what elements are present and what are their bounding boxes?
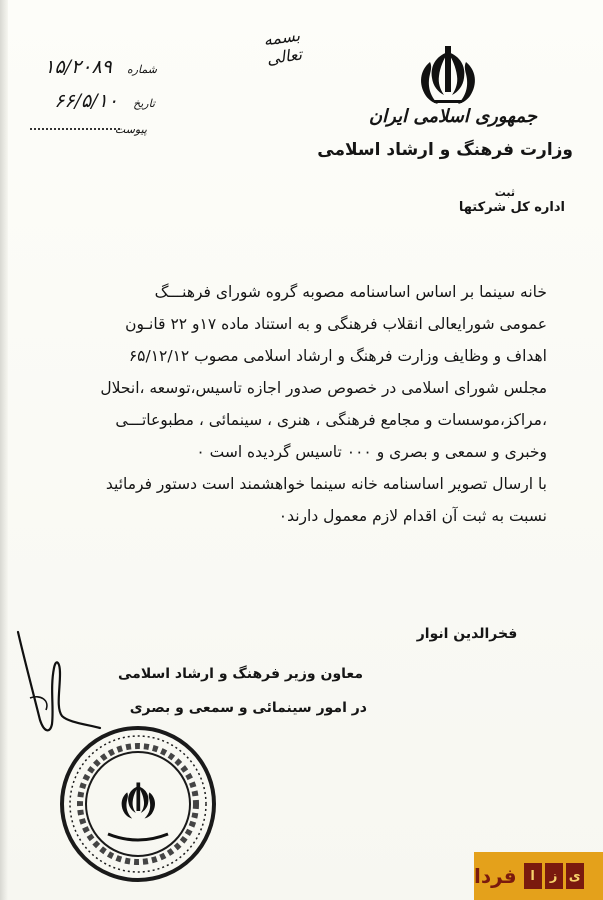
watermark-word: فردا [474,864,517,888]
registry-number-value: ۱۵/۲۰۸۹ [44,56,112,78]
body-line: نسبت به ثبت آن اقدام لازم معمول دارند۰ [278,507,547,525]
signer-title-line2: در امور سینمائی و سمعی و بصری [129,700,367,716]
signer-name: فخرالدین انوار [416,626,518,642]
registry-dotted-line [30,128,120,130]
body-line: اهداف و وظایف وزارت فرهنگ و ارشاد اسلامی مصوب ۶۵/۱۲/۱۲ [128,347,547,365]
registry-number [44,56,157,78]
country-name: جمهوری اسلامی ایران [368,106,537,127]
registry-date-label: تاریخ [133,97,155,110]
besmellah-heading: بسمه تعالی [262,25,304,69]
registry-attachment-label: پیوست [114,123,147,136]
body-line: مجلس شورای اسلامی در خصوص صدور اجازه تاسیس،توسعه ،انحلال [100,379,547,397]
national-emblem-icon [412,42,484,108]
body-line: ،مراکز،موسسات و مجامع فرهنگی ، هنری ، سینمائی ، مطبوعاتـــی [115,411,547,429]
registry-date [54,90,155,112]
watermark-letter: ز [545,863,563,889]
ministry-name: وزارت فرهنگ و ارشاد اسلامی [317,140,573,160]
watermark-letter: ا [524,863,542,889]
registry-date-value: ۶۶/۵/۱۰ [54,90,119,112]
body-line: خانه سینما بر اساس اساسنامه مصوبه گروه شورای فرهنـــگ [154,283,547,301]
signer-title-line1: معاون وزیر فرهنگ و ارشاد اسلامی [117,666,363,682]
handwritten-signature [10,628,110,738]
body-line: عمومی شورایعالی انقلاب فرهنگی و به استناد ماده ۱۷و ۲۲ قانـون [125,315,547,333]
watermark-letter: ی [566,863,584,889]
official-seal [58,724,218,884]
body-line: با ارسال تصویر اساسنامه خانه سینما خواهشمند است دستور فرمائید [105,475,547,493]
registry-number-label: شماره [126,63,157,76]
department-label: اداره کل شرکتها [458,200,565,215]
body-line: وخبری و سمعی و بصری و ۰۰۰ تاسیس گردیده است ۰ [196,443,547,461]
watermark-logo [474,852,603,900]
department-name [458,186,565,215]
letter-body [55,276,547,532]
department-registered-mark: ثبت [494,186,515,199]
